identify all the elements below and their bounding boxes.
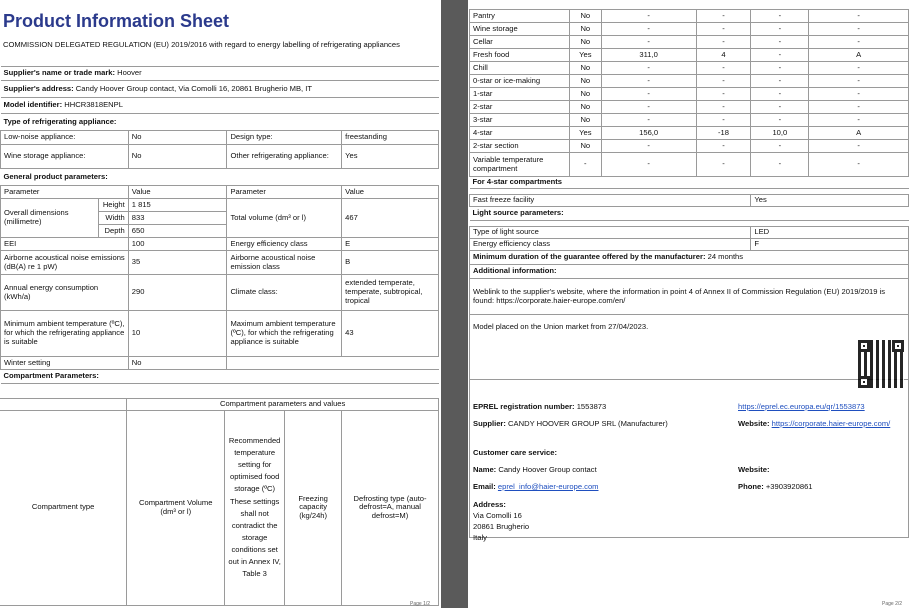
compartment-present: No <box>569 114 601 127</box>
name-value: Candy Hoover Group contact <box>498 465 597 474</box>
fast-freeze-value: Yes <box>751 195 909 207</box>
compartment-row <box>470 127 909 140</box>
overall-dimensions-label: Overall dimensions (millimetre) <box>1 199 99 238</box>
compartment-volume: - <box>601 10 696 23</box>
compartment-freezing: - <box>751 49 809 62</box>
comp-defrost-header: Defrosting type (auto-defrost=A, manual defrost=M) <box>342 410 439 605</box>
compartment-temperature: - <box>696 36 751 49</box>
page-number-2: Page 2/2 <box>882 601 903 607</box>
phone-label: Phone: <box>738 482 764 491</box>
max-temp-value: 43 <box>342 311 439 357</box>
design-type-value: freestanding <box>342 131 439 145</box>
noise-label: Airborne acoustical noise emissions (dB(A) re 1 pW) <box>1 251 129 275</box>
winter-setting-label: Winter setting <box>1 357 129 370</box>
low-noise-value: No <box>128 131 227 145</box>
phone-value: +3903920861 <box>765 482 813 491</box>
compartment-volume: - <box>601 114 696 127</box>
low-noise-label: Low-noise appliance: <box>1 131 129 145</box>
compartment-present: Yes <box>569 49 601 62</box>
compartment-freezing: - <box>751 75 809 88</box>
noise-class-value: B <box>342 251 439 275</box>
compartment-row <box>470 153 909 177</box>
compartment-defrost: - <box>809 88 909 101</box>
compartment-temperature: - <box>696 75 751 88</box>
eei-value: 100 <box>128 238 227 251</box>
noise-class-label: Airborne acoustical noise emission class <box>227 251 342 275</box>
compartment-row <box>470 101 909 114</box>
general-parameters-label: General product parameters: <box>1 169 439 186</box>
compartment-present: No <box>569 23 601 36</box>
compartment-volume: - <box>601 140 696 153</box>
address-label: Supplier's address: <box>3 83 74 93</box>
compartment-row <box>470 10 909 23</box>
compartment-row <box>470 75 909 88</box>
eprel-label: EPREL registration number: <box>473 402 575 411</box>
compartment-freezing: - <box>751 62 809 75</box>
compartment-name: 2-star <box>470 101 570 114</box>
address-line-1: Via Comolli 16 <box>473 511 522 520</box>
compartment-temperature: - <box>696 23 751 36</box>
compartment-freezing: - <box>751 153 809 177</box>
supplier-label: Supplier's name or trade mark: <box>3 68 116 78</box>
compartment-temperature: - <box>696 140 751 153</box>
compartment-name: Variable temperature compartment <box>470 153 570 177</box>
noise-value: 35 <box>128 251 227 275</box>
col-parameter: Parameter <box>1 186 129 199</box>
compartment-defrost: - <box>809 153 909 177</box>
compartment-present: - <box>569 153 601 177</box>
comp-freezing-header: Freezing capacity (kg/24h) <box>285 410 342 605</box>
climate-class-label: Climate class: <box>227 275 342 311</box>
guarantee-value: 24 months <box>707 252 744 262</box>
compartment-temperature: 4 <box>696 49 751 62</box>
light-class-value: F <box>751 239 909 251</box>
light-type-value: LED <box>751 227 909 239</box>
other-appliance-value: Yes <box>342 145 439 169</box>
compartment-name: 1-star <box>470 88 570 101</box>
compartment-freezing: - <box>751 140 809 153</box>
compartment-present: No <box>569 101 601 114</box>
comp-temperature-header: Recommended temperature setting for optimised food storage (ºC) These settings shall not contradict the storage conditions set out in Annex IV, Table 3 <box>225 410 285 605</box>
guarantee-label: Minimum duration of the guarantee offered by the manufacturer: <box>473 252 706 262</box>
compartment-freezing: 10,0 <box>751 127 809 140</box>
other-appliance-label: Other refrigerating appliance: <box>227 145 342 169</box>
address-line-3: Italy <box>473 533 487 542</box>
compartment-defrost: - <box>809 23 909 36</box>
wine-storage-label: Wine storage appliance: <box>1 145 129 169</box>
compartment-name: Fresh food <box>470 49 570 62</box>
customer-care-label: Customer care service: <box>473 448 557 457</box>
compartment-temperature: - <box>696 101 751 114</box>
wine-storage-value: No <box>128 145 227 169</box>
compartment-parameters-label: Compartment Parameters: <box>1 370 439 384</box>
width-label: Width <box>98 212 128 225</box>
compartment-name: 4-star <box>470 127 570 140</box>
weblink-url[interactable]: https://corporate.haier-europe.com/en/ <box>496 295 626 305</box>
compartment-freezing: - <box>751 88 809 101</box>
compartment-freezing: - <box>751 23 809 36</box>
design-type-label: Design type: <box>227 131 342 145</box>
total-volume-label: Total volume (dm³ or l) <box>227 199 342 238</box>
energy-consumption-value: 290 <box>128 275 227 311</box>
fast-freeze-label: Fast freeze facility <box>470 195 751 207</box>
total-volume-value: 467 <box>342 199 439 238</box>
compartment-volume: - <box>601 62 696 75</box>
compartment-defrost: - <box>809 140 909 153</box>
appliance-type-label: Type of refrigerating appliance: <box>1 114 439 131</box>
eei-label: EEI <box>1 238 129 251</box>
compartment-defrost: A <box>809 49 909 62</box>
compartment-volume: - <box>601 101 696 114</box>
compartment-volume: - <box>601 75 696 88</box>
compartment-present: Yes <box>569 127 601 140</box>
col-value-2: Value <box>342 186 439 199</box>
eprel-url[interactable]: https://eprel.ec.europa.eu/qr/1553873 <box>738 402 865 411</box>
compartment-row <box>470 36 909 49</box>
market-text: Model placed on the Union market from 27/04/2023. <box>470 315 909 380</box>
depth-value: 650 <box>128 225 227 238</box>
compartment-defrost: - <box>809 114 909 127</box>
compartment-defrost: - <box>809 101 909 114</box>
col-value: Value <box>128 186 227 199</box>
email-link[interactable]: eprel_info@haier-europe.com <box>497 482 599 491</box>
compartment-temperature: -18 <box>696 127 751 140</box>
compartment-temperature: - <box>696 153 751 177</box>
website-url[interactable]: https://corporate.haier-europe.com/ <box>771 419 891 428</box>
min-temp-label: Minimum ambient temperature (ºC), for which the refrigerating appliance is suitable <box>1 311 129 357</box>
supplier-label-2: Supplier: <box>473 419 506 428</box>
compartment-defrost: - <box>809 75 909 88</box>
compartment-freezing: - <box>751 114 809 127</box>
compartment-volume: - <box>601 36 696 49</box>
compartment-volume: - <box>601 23 696 36</box>
model-value: HHCR3818ENPL <box>64 100 123 110</box>
address-line-2: 20861 Brugherio <box>473 522 530 531</box>
compartment-table <box>469 9 909 538</box>
compartment-present: No <box>569 36 601 49</box>
qr-code <box>858 340 904 388</box>
light-class-label: Energy efficiency class <box>470 239 751 251</box>
compartment-row <box>470 62 909 75</box>
additional-info-label: Additional information: <box>470 265 909 279</box>
supplier-value: Hoover <box>117 68 142 78</box>
col-parameter-2: Parameter <box>227 186 342 199</box>
compartment-freezing: - <box>751 101 809 114</box>
compartment-freezing: - <box>751 36 809 49</box>
compartment-freezing: - <box>751 10 809 23</box>
comp-volume-header: Compartment Volume (dm³ or l) <box>127 410 225 605</box>
compartment-name: Cellar <box>470 36 570 49</box>
compartment-temperature: - <box>696 62 751 75</box>
address-value: Candy Hoover Group contact, Via Comolli 16, 20861 Brugherio MB, IT <box>75 83 313 93</box>
compartment-volume: - <box>601 153 696 177</box>
email-label: Email: <box>473 482 496 491</box>
supplier-value-2: CANDY HOOVER GROUP SRL (Manufacturer) <box>508 419 668 428</box>
compartment-defrost: - <box>809 10 909 23</box>
four-star-label: For 4-star compartments <box>470 177 909 189</box>
compartment-temperature: - <box>696 114 751 127</box>
compartment-volume: 311,0 <box>601 49 696 62</box>
height-label: Height <box>98 199 128 212</box>
energy-consumption-label: Annual energy consumption (kWh/a) <box>1 275 129 311</box>
website-label: Website: <box>738 419 770 428</box>
website-label-2: Website: <box>738 465 770 474</box>
page-title: Product Information Sheet <box>3 11 230 31</box>
compartment-name: Wine storage <box>470 23 570 36</box>
compartment-defrost: - <box>809 62 909 75</box>
ee-class-value: E <box>342 238 439 251</box>
compartment-row <box>470 114 909 127</box>
compartment-row <box>470 23 909 36</box>
compartment-row <box>470 140 909 153</box>
compartment-name: Chill <box>470 62 570 75</box>
compartment-volume: - <box>601 88 696 101</box>
page-number: Page 1/2 <box>410 601 431 607</box>
name-label: Name: <box>473 465 497 474</box>
compartment-present: No <box>569 140 601 153</box>
compartment-present: No <box>569 88 601 101</box>
weblink-text: Weblink to the supplier's website, where the information in point 4 of Annex II of Commission Regulation (EU) 2019/2019 is found: <box>473 286 886 305</box>
compartment-temperature: - <box>696 88 751 101</box>
model-label: Model identifier: <box>3 100 63 110</box>
depth-label: Depth <box>98 225 128 238</box>
product-info-table <box>0 66 439 384</box>
height-value: 1 815 <box>128 199 227 212</box>
climate-class-value: extended temperate, temperate, subtropical, tropical <box>342 275 439 311</box>
compartment-header-table <box>0 398 439 606</box>
regulation-text: COMMISSION DELEGATED REGULATION (EU) 2019/2016 with regard to energy labelling of refrigerating appliances <box>3 40 400 49</box>
compartment-name: 2-star section <box>470 140 570 153</box>
compartment-name: Pantry <box>470 10 570 23</box>
width-value: 833 <box>128 212 227 225</box>
comp-params-header: Compartment parameters and values <box>127 399 439 411</box>
compartment-defrost: A <box>809 127 909 140</box>
compartment-temperature: - <box>696 10 751 23</box>
compartment-name: 3-star <box>470 114 570 127</box>
compartment-volume: 156,0 <box>601 127 696 140</box>
compartment-present: No <box>569 62 601 75</box>
winter-setting-value: No <box>128 357 227 370</box>
light-source-label: Light source parameters: <box>470 207 909 221</box>
max-temp-label: Maximum ambient temperature (ºC), for which the refrigerating appliance is suitable <box>227 311 342 357</box>
address-label-2: Address: <box>473 500 506 509</box>
compartment-present: No <box>569 75 601 88</box>
compartment-row <box>470 49 909 62</box>
compartment-present: No <box>569 10 601 23</box>
light-type-label: Type of light source <box>470 227 751 239</box>
comp-type-header: Compartment type <box>0 410 127 605</box>
compartment-row <box>470 88 909 101</box>
ee-class-label: Energy efficiency class <box>227 238 342 251</box>
eprel-value: 1553873 <box>576 402 607 411</box>
min-temp-value: 10 <box>128 311 227 357</box>
compartment-name: 0-star or ice-making <box>470 75 570 88</box>
compartment-defrost: - <box>809 36 909 49</box>
page-1 <box>0 0 441 608</box>
page-2 <box>468 0 912 608</box>
